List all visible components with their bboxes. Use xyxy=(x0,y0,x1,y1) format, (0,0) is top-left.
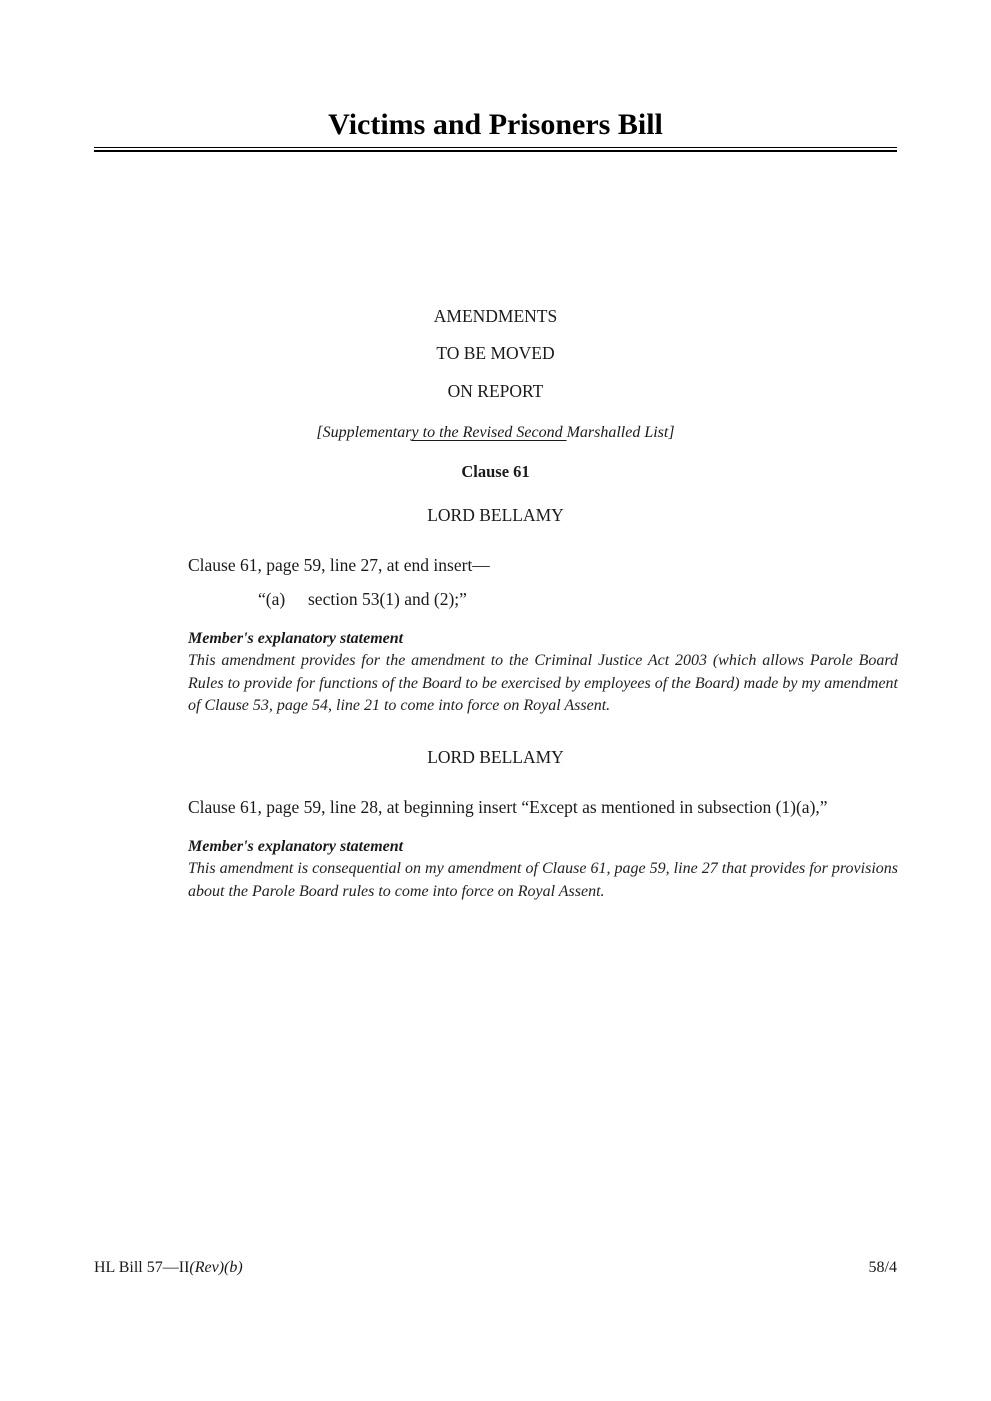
footer-bill-reference xyxy=(94,1258,243,1278)
title-rule-thin xyxy=(94,147,897,148)
bill-ref: HL Bill 57—II xyxy=(94,1259,190,1276)
inserted-paragraph-label: “(a) xyxy=(258,589,286,609)
supplementary-underlined: y to the Revised Second xyxy=(411,424,567,441)
amendment-2-statement-heading: Member's explanatory statement xyxy=(188,838,404,855)
amendment-2-text: Clause 61, page 59, line 28, at beginning insert “Except as mentioned in subsection (1)(a),” xyxy=(188,797,828,817)
document-title: Victims and Prisoners Bill xyxy=(328,108,663,141)
title-rule-thick xyxy=(94,150,897,152)
amendment-1-statement-heading: Member's explanatory statement xyxy=(188,630,404,647)
clause-heading: Clause 61 xyxy=(461,462,530,481)
amendment-2-statement-text: This amendment is consequential on my amendment of Clause 61, page 59, line 27 that provides for provisions about the Parole Board rules to come into force on Royal Assent. xyxy=(188,860,898,900)
amendment-1-statement-text: This amendment provides for the amendment to the Criminal Justice Act 2003 (which allows Parole Board Rules to provide for functions of the Board to be exercised by employees of the Board) made by my amendment of Clause 53, page 54, line 21 to come into force on Royal Assent. xyxy=(188,652,898,714)
heading-amendments: AMENDMENTS xyxy=(433,306,558,326)
amendment-1-inserted xyxy=(258,588,970,610)
supplementary-suffix: Marshalled List] xyxy=(566,424,675,441)
bill-ref-italic: (Rev)(b) xyxy=(189,1259,243,1276)
inserted-paragraph-text: section 53(1) and (2);” xyxy=(308,589,467,609)
supplementary-note xyxy=(94,422,897,444)
amendment-2-mover: LORD BELLAMY xyxy=(427,747,564,767)
heading-on-report: ON REPORT xyxy=(447,381,544,401)
amendment-1-text: Clause 61, page 59, line 27, at end insert— xyxy=(188,555,490,575)
supplementary-prefix: [Supplementar xyxy=(316,424,412,441)
heading-to-be-moved: TO BE MOVED xyxy=(436,343,555,363)
footer-page-reference: 58/4 xyxy=(868,1259,897,1276)
amendment-1-mover: LORD BELLAMY xyxy=(427,505,564,525)
